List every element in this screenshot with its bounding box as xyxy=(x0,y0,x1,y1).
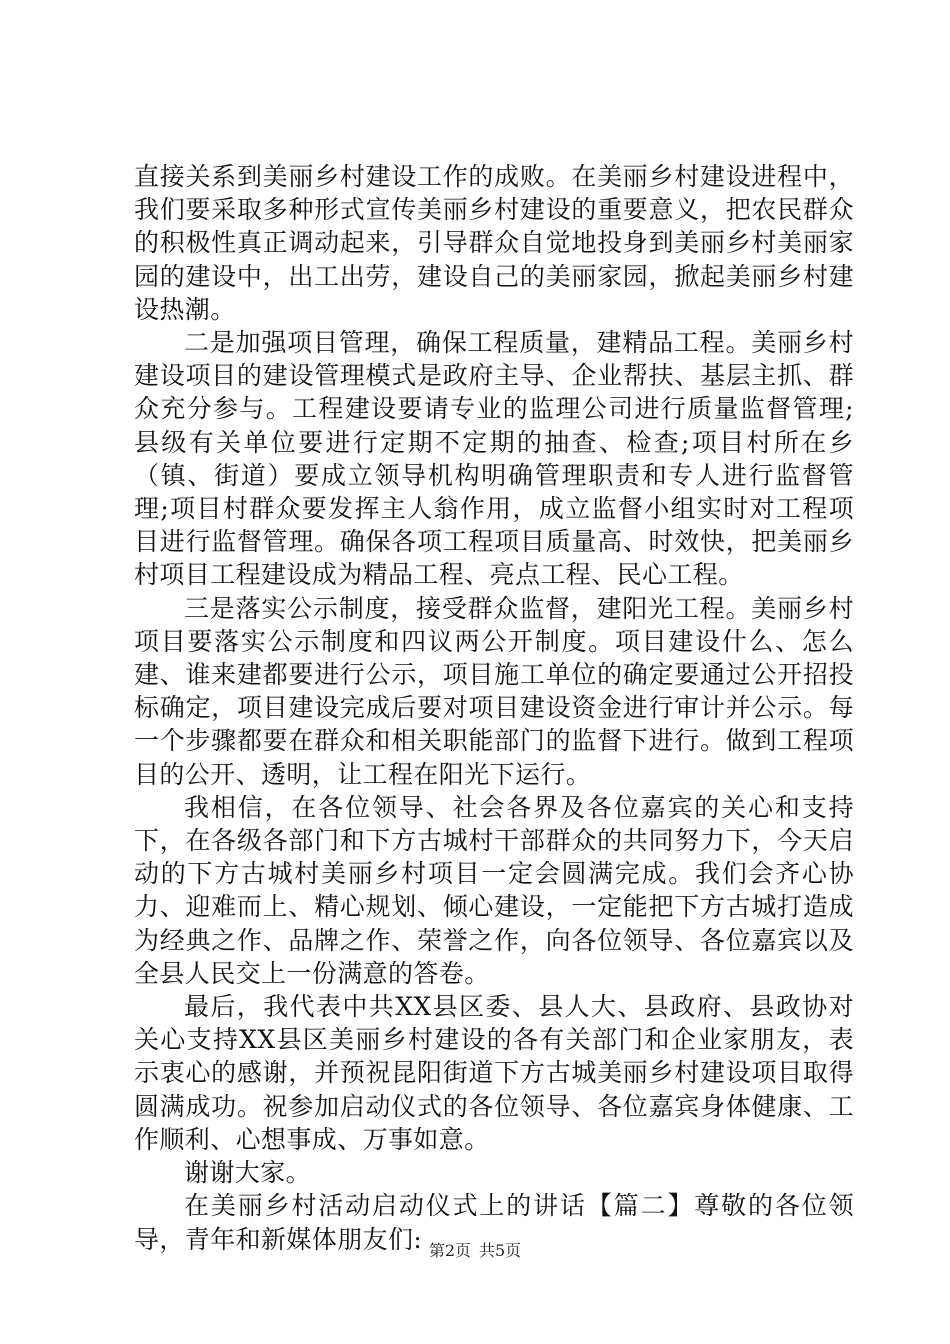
document-body xyxy=(134,160,854,1256)
page-number: 第2页 xyxy=(428,1241,471,1260)
paragraph-part-two-heading: 在美丽乡村活动启动仪式上的讲话【篇二】尊敬的各位领导，青年和新媒体朋友们: xyxy=(134,1191,854,1254)
page-total: 共5页 xyxy=(479,1241,522,1260)
paragraph-thanks: 最后，我代表中共XX县区委、县人大、县政府、县政协对关心支持XX县区美丽乡村建设的各有关部门和企业家朋友，表示衷心的感谢，并预祝昆阳街道下方古城美丽乡村建设项目取得圆满成功。祝参加启动仪式的各位领导、各位嘉宾身体健康、工作顺利、心想事成、万事如意。 xyxy=(134,992,854,1154)
paragraph-project-management: 二是加强项目管理，确保工程质量，建精品工程。美丽乡村建设项目的建设管理模式是政府主导、企业帮扶、基层主抓、群众充分参与。工程建设要请专业的监理公司进行质量监督管理;县级有关单位要进行定期不定期的抽查、检查;项目村所在乡（镇、街道）要成立领导机构明确管理职责和专人进行监督管理;项目村群众要发挥主人翁作用，成立监督小组实时对工程项目进行监督管理。确保各项工程项目质量高、时效快，把美丽乡村项目工程建设成为精品工程、亮点工程、民心工程。 xyxy=(134,328,854,590)
page-footer xyxy=(0,1241,950,1261)
paragraph-publicity-system: 三是落实公示制度，接受群众监督，建阳光工程。美丽乡村项目要落实公示制度和四议两公开制度。项目建设什么、怎么建、谁来建都要进行公示，项目施工单位的确定要通过公开招投标确定，项目建设完成后要对项目建设资金进行审计并公示。每一个步骤都要在群众和相关职能部门的监督下进行。做到工程项目的公开、透明，让工程在阳光下运行。 xyxy=(134,593,854,789)
paragraph-confidence: 我相信，在各位领导、社会各界及各位嘉宾的关心和支持下，在各级各部门和下方古城村干部群众的共同努力下，今天启动的下方古城村美丽乡村项目一定会圆满完成。我们会齐心协力、迎难而上、精心规划、倾心建设，一定能把下方古城打造成为经典之作、品牌之作、荣誉之作，向各位领导、各位嘉宾以及全县人民交上一份满意的答卷。 xyxy=(134,792,854,988)
paragraph-closing: 谢谢大家。 xyxy=(184,1158,312,1188)
paragraph-continuation: 直接关系到美丽乡村建设工作的成败。在美丽乡村建设进程中，我们要采取多种形式宣传美丽乡村建设的重要意义，把农民群众的积极性真正调动起来，引导群众自觉地投身到美丽乡村美丽家园的建设中，出工出劳，建设自己的美丽家园，掀起美丽乡村建设热潮。 xyxy=(134,162,854,324)
